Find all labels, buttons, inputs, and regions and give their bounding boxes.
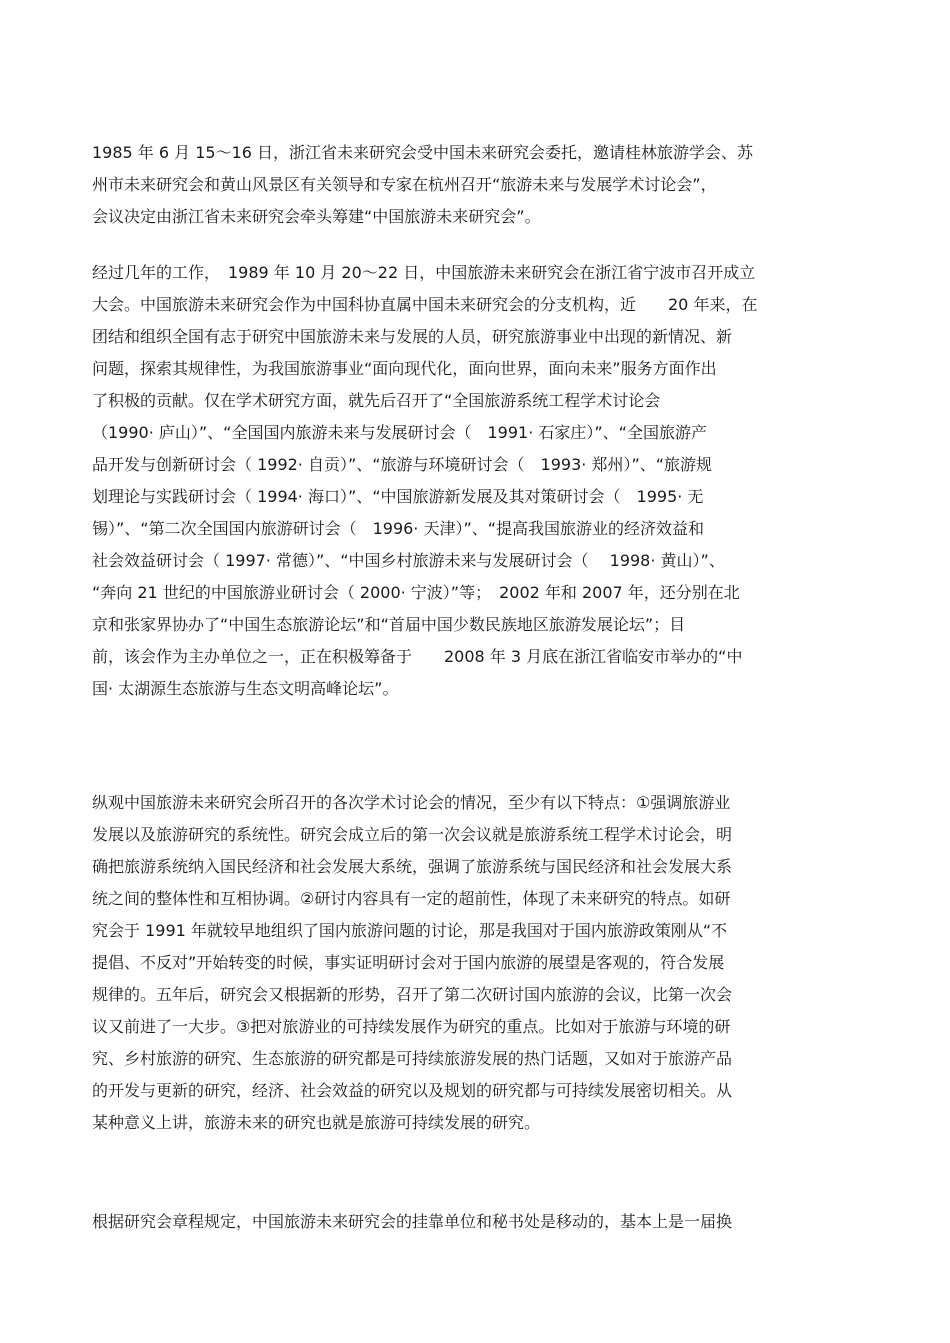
text-line: 社会效益研讨会（ 1997· 常德）”、“中国乡村旅游未来与发展研讨会（ 1998· 黄山）”、 (92, 551, 725, 570)
text-line: 究、乡村旅游的研究、生态旅游的研究都是可持续旅游发展的热门话题，又如对于旅游产品 (92, 1049, 733, 1068)
text-line: 的开发与更新的研究，经济、社会效益的研究以及规划的研究都与可持续发展密切相关。从 (92, 1081, 733, 1100)
text-line: 提倡、不反对”开始转变的时候，事实证明研讨会对于国内旅游的展望是客观的，符合发展 (92, 953, 725, 972)
text-line: “奔向 21 世纪的中国旅游业研讨会（ 2000· 宁波）”等； 2002 年和 2007 年，还分别在北 (92, 583, 740, 602)
text-line: 大会。中国旅游未来研究会作为中国科协直属中国未来研究会的分支机构，近 20 年来，在 (92, 295, 758, 314)
text-line: 规律的。五年后，研究会又根据新的形势，召开了第二次研讨国内旅游的会议，比第一次会 (92, 985, 733, 1004)
paragraph-history (92, 257, 862, 705)
paragraph-secretariat (92, 1206, 862, 1238)
text-line: （1990· 庐山）”、“全国国内旅游未来与发展研讨会（ 1991· 石家庄）”、“全国旅游产 (92, 423, 707, 442)
text-line: 划理论与实践研讨会（ 1994· 海口）”、“中国旅游新发展及其对策研讨会（ 1995· 无 (92, 487, 704, 506)
text-line: 京和张家界协办了“中国生态旅游论坛”和“首届中国少数民族地区旅游发展论坛”；目 (92, 615, 686, 634)
text-line: 经过几年的工作， 1989 年 10 月 20～22 日，中国旅游未来研究会在浙江省宁波市召开成立 (92, 263, 756, 282)
text-line: 1985 年 6 月 15～16 日，浙江省未来研究会受中国未来研究会委托，邀请桂林旅游学会、苏 (92, 143, 754, 162)
text-line: 根据研究会章程规定，中国旅游未来研究会的挂靠单位和秘书处是移动的，基本上是一届换 (92, 1212, 733, 1231)
text-line: 某种意义上讲，旅游未来的研究也就是旅游可持续发展的研究。 (92, 1113, 541, 1132)
text-line: 统之间的整体性和互相协调。②研讨内容具有一定的超前性，体现了未来研究的特点。如研 (92, 889, 731, 908)
paragraph-characteristics (92, 787, 862, 1139)
text-line: 发展以及旅游研究的系统性。研究会成立后的第一次会议就是旅游系统工程学术讨论会，明 (92, 825, 733, 844)
text-line: 锡）”、“第二次全国国内旅游研讨会（ 1996· 天津）”、“提高我国旅游业的经济效益和 (92, 519, 705, 538)
text-line: 团结和组织全国有志于研究中国旅游未来与发展的人员，研究旅游事业中出现的新情况、新 (92, 327, 733, 346)
text-line: 了积极的贡献。仅在学术研究方面，就先后召开了“全国旅游系统工程学术讨论会 (92, 391, 661, 410)
text-line: 确把旅游系统纳入国民经济和社会发展大系统，强调了旅游系统与国民经济和社会发展大系 (92, 857, 733, 876)
text-line: 问题，探索其规律性，为我国旅游事业“面向现代化，面向世界，面向未来”服务方面作出 (92, 359, 717, 378)
text-line: 纵观中国旅游未来研究会所召开的各次学术讨论会的情况，至少有以下特点：①强调旅游业 (92, 793, 731, 812)
text-line: 究会于 1991 年就较早地组织了国内旅游问题的讨论，那是我国对于国内旅游政策刚从“不 (92, 921, 728, 940)
text-line: 品开发与创新研讨会（ 1992· 自贡）”、“旅游与环境研讨会（ 1993· 郑州）”、“旅游规 (92, 455, 713, 474)
text-line: 会议决定由浙江省未来研究会牵头筹建“中国旅游未来研究会”。 (92, 207, 541, 226)
text-line: 议又前进了一大步。③把对旅游业的可持续发展作为研究的重点。比如对于旅游与环境的研 (92, 1017, 731, 1036)
text-line: 前，该会作为主办单位之一，正在积极筹备于 2008 年 3 月底在浙江省临安市举办的“中 (92, 647, 743, 666)
text-line: 州市未来研究会和黄山风景区有关领导和专家在杭州召开“旅游未来与发展学术讨论会”， (92, 175, 717, 194)
text-line: 国· 太湖源生态旅游与生态文明高峰论坛”。 (92, 679, 399, 698)
paragraph-founding (92, 137, 862, 233)
